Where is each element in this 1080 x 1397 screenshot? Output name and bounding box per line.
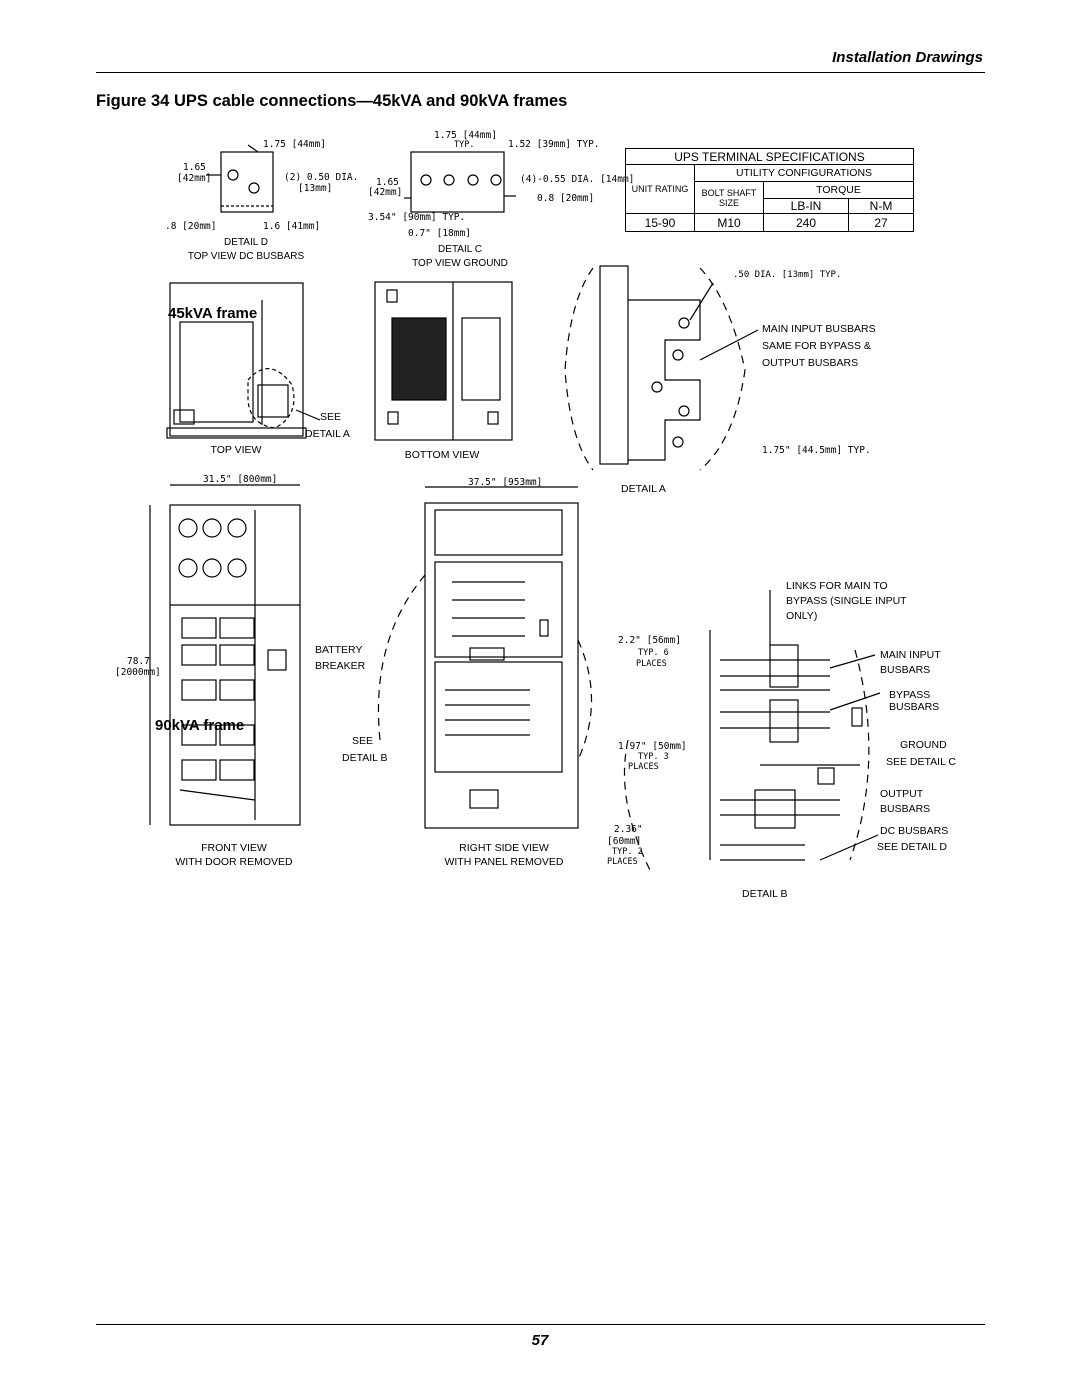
see-detail-a-2: DETAIL A xyxy=(305,428,350,440)
detail-c-dim-d: [42mm] xyxy=(368,187,403,198)
side-view-2: WITH PANEL REMOVED xyxy=(444,856,564,868)
height-dim-2: [2000mm] xyxy=(115,667,161,678)
detail-b-links-2: BYPASS (SINGLE INPUT xyxy=(786,595,907,607)
detail-d-title: DETAIL D xyxy=(224,237,268,248)
row-rating: 15-90 xyxy=(626,214,695,232)
detail-b-output-1: OUTPUT xyxy=(880,788,924,800)
detail-c-dim-h: 0.7" [18mm] xyxy=(408,228,471,239)
front-view-1: FRONT VIEW xyxy=(201,842,267,854)
frame-90-label: 90kVA frame xyxy=(155,717,245,734)
detail-c-dim-g: 3.54" [90mm] TYP. xyxy=(368,212,466,223)
detail-a-dim: 1.75" [44.5mm] TYP. xyxy=(762,445,871,456)
detail-c-dim-a2: TYP. xyxy=(454,140,475,150)
col-unit-rating: UNIT RATING xyxy=(626,165,695,214)
bottom-view-cabinet xyxy=(375,282,512,440)
detail-a-drawing xyxy=(565,266,758,470)
detail-b-drawing xyxy=(624,590,880,870)
detail-c-drawing xyxy=(404,152,516,212)
front-view-2: WITH DOOR REMOVED xyxy=(175,856,293,868)
frame-45-label: 45kVA frame xyxy=(168,305,258,322)
detail-b-dim1-c: PLACES xyxy=(636,659,667,669)
detail-b-links-1: LINKS FOR MAIN TO xyxy=(786,580,888,592)
row-nm: 27 xyxy=(849,214,914,232)
detail-d-dim-g: 1.6 [41mm] xyxy=(263,221,321,232)
detail-c-dim-b: 1.52 [39mm] TYP. xyxy=(508,139,600,150)
front-view-cabinet xyxy=(150,485,300,825)
see-detail-b-1: SEE xyxy=(352,735,374,747)
detail-a-main-1: MAIN INPUT BUSBARS xyxy=(762,323,876,335)
section-header: Installation Drawings xyxy=(832,49,983,66)
detail-c-dim-f: 0.8 [20mm] xyxy=(537,193,595,204)
detail-d-dim-a: 1.75 [44mm] xyxy=(263,139,326,150)
detail-b-dim3-c: TYP. 2 xyxy=(612,847,643,857)
spec-subtitle: UTILITY CONFIGURATIONS xyxy=(695,165,914,182)
detail-b-links-3: ONLY) xyxy=(786,610,818,622)
detail-d-dim-e: [13mm] xyxy=(298,183,333,194)
detail-b-dim3-b: [60mm] xyxy=(607,836,642,847)
top-view-label: TOP VIEW xyxy=(210,444,262,456)
detail-a-main-2: SAME FOR BYPASS & xyxy=(762,340,871,352)
detail-d-dim-f: .8 [20mm] xyxy=(165,221,217,232)
detail-a-title: DETAIL A xyxy=(621,483,666,495)
see-detail-b-2: DETAIL B xyxy=(342,752,388,764)
detail-b-dc-1: DC BUSBARS xyxy=(880,825,949,837)
detail-b-output-2: BUSBARS xyxy=(880,803,931,815)
detail-c-dim-a: 1.75 [44mm] xyxy=(434,130,497,141)
row-lbin: 240 xyxy=(764,214,849,232)
detail-a-main-3: OUTPUT BUSBARS xyxy=(762,357,859,369)
figure-title: Figure 34 UPS cable connections—45kVA and 90kVA frames xyxy=(96,92,568,110)
battery-breaker-2: BREAKER xyxy=(315,660,366,672)
side-view-cabinet xyxy=(378,487,591,828)
side-view-1: RIGHT SIDE VIEW xyxy=(459,842,549,854)
detail-a-dia: .50 DIA. [13mm] TYP. xyxy=(733,270,842,280)
row-bolt: M10 xyxy=(695,214,764,232)
detail-d-subtitle: TOP VIEW DC BUSBARS xyxy=(187,251,305,262)
detail-d-drawing xyxy=(206,145,273,212)
detail-c-subtitle: TOP VIEW GROUND xyxy=(412,258,508,269)
side-dim: 37.5" [953mm] xyxy=(468,477,543,488)
detail-b-title: DETAIL B xyxy=(742,888,788,900)
detail-b-dim2-a: 1.97" [50mm] xyxy=(618,741,687,752)
detail-c-dim-c: 1.65 xyxy=(376,177,399,188)
page-number: 57 xyxy=(531,1332,549,1349)
footer-rule xyxy=(96,1324,985,1325)
width-dim: 31.5" [800mm] xyxy=(203,474,278,485)
battery-breaker-1: BATTERY xyxy=(315,644,363,656)
detail-b-dim2-c: PLACES xyxy=(628,762,659,772)
see-detail-a-1: SEE xyxy=(320,411,342,423)
detail-b-dim2-b: TYP. 3 xyxy=(638,752,669,762)
spec-title: UPS TERMINAL SPECIFICATIONS xyxy=(626,149,914,165)
detail-b-ground-1: GROUND xyxy=(900,739,947,751)
detail-b-bypass-1: BYPASS xyxy=(889,689,931,701)
detail-c-dim-e: (4)-0.55 DIA. [14mm] xyxy=(520,174,635,185)
unit-nm: N-M xyxy=(849,199,914,214)
detail-b-dim3-a: 2.36" xyxy=(614,824,643,835)
detail-c-title: DETAIL C xyxy=(438,244,482,255)
detail-b-dc-2: SEE DETAIL D xyxy=(877,841,948,853)
detail-d-dim-d: (2) 0.50 DIA. xyxy=(284,172,359,183)
detail-d-dim-b: 1.65 xyxy=(183,162,206,173)
col-bolt-shaft: BOLT SHAFT SIZE xyxy=(695,182,764,214)
detail-b-ground-2: SEE DETAIL C xyxy=(886,756,957,768)
detail-b-dim1-b: TYP. 6 xyxy=(638,648,669,658)
detail-b-dim1-a: 2.2" [56mm] xyxy=(618,635,681,646)
col-torque: TORQUE xyxy=(764,182,914,199)
detail-b-dim3-d: PLACES xyxy=(607,857,638,867)
bottom-view-label: BOTTOM VIEW xyxy=(404,449,480,461)
detail-d-dim-c: [42mm] xyxy=(177,173,212,184)
unit-lbin: LB-IN xyxy=(764,199,849,214)
detail-b-main-1: MAIN INPUT xyxy=(880,649,941,661)
detail-b-main-2: BUSBARS xyxy=(880,664,931,676)
height-dim-1: 78.7 xyxy=(127,656,150,667)
detail-b-bypass-2: BUSBARS xyxy=(889,701,940,713)
